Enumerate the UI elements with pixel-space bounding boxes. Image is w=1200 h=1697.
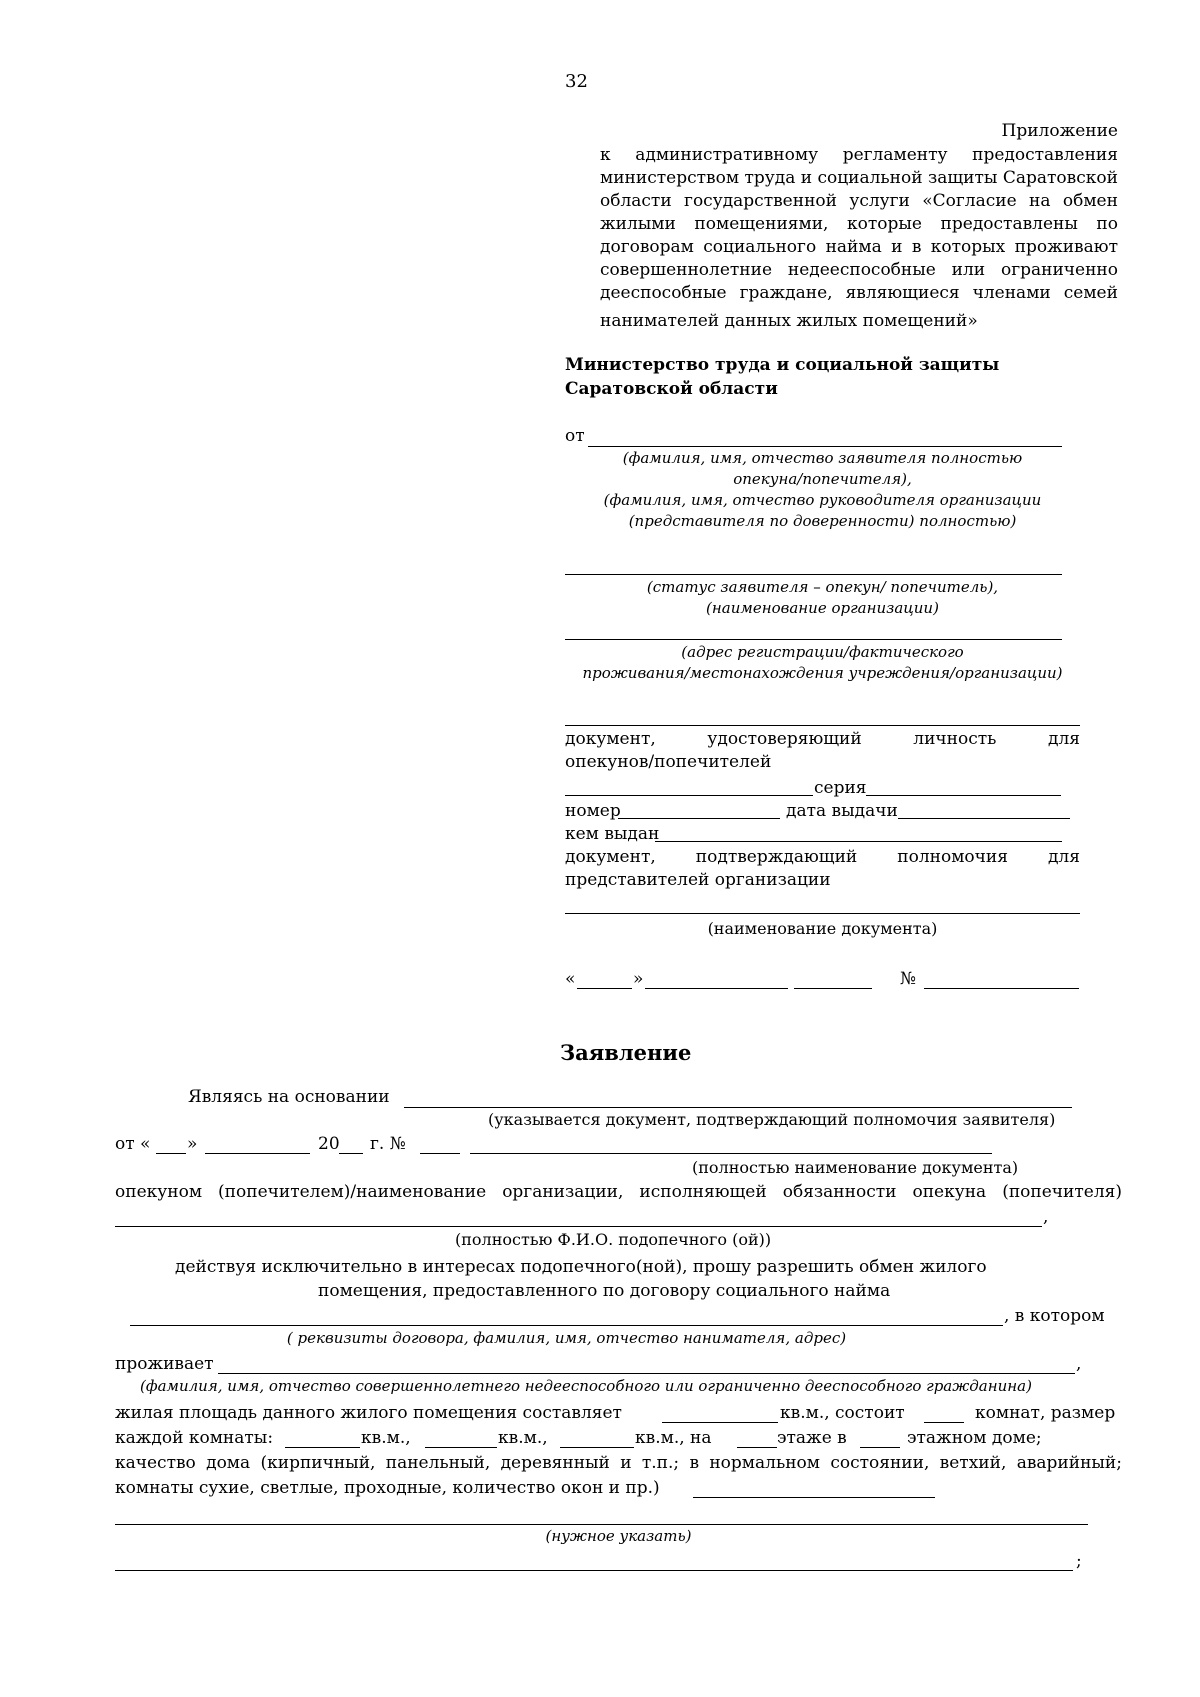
address-field[interactable]	[565, 639, 1062, 640]
applicant-status-field[interactable]	[565, 574, 1062, 575]
word: по	[1096, 214, 1118, 234]
word: социальной	[817, 168, 923, 188]
word: нормальном	[709, 1453, 820, 1473]
word: членами	[972, 283, 1051, 303]
auth-doc-line	[565, 849, 1080, 866]
issued-by-label: кем выдан	[565, 824, 660, 844]
word: личность	[913, 729, 997, 749]
addressee-line2: Саратовской области	[565, 379, 778, 399]
sqm-label-2: кв.м.,	[498, 1428, 548, 1448]
statement-month-field[interactable]	[205, 1153, 310, 1154]
word: проживают	[1014, 237, 1118, 257]
hint-status-2: (наименование организации)	[706, 599, 939, 617]
word: на	[1029, 191, 1051, 211]
sqm-label-1: кв.м.,	[361, 1428, 411, 1448]
request-line1: действуя исключительно в интересах подопечного(ной), прошу разрешить обмен жилого	[175, 1257, 987, 1277]
appendix-line	[600, 170, 1118, 187]
word: аварийный;	[1016, 1453, 1122, 1473]
word: жилыми	[600, 214, 676, 234]
issue-date-field[interactable]	[898, 818, 1070, 819]
request-line2: помещения, предоставленного по договору социального найма	[318, 1281, 891, 1301]
appendix-last-line: нанимателей данных жилых помещений»	[600, 311, 978, 331]
word: совершеннолетние	[600, 260, 773, 280]
hint-citizen: (фамилия, имя, отчество совершеннолетнего недееспособного или ограниченно дееспособного гражданина)	[140, 1377, 1032, 1395]
word: т.п.;	[641, 1453, 680, 1473]
quality-line	[115, 1455, 1122, 1472]
word: опекуна	[912, 1182, 987, 1202]
word: семей	[1063, 283, 1118, 303]
number-label: номер	[565, 801, 621, 821]
specify-field-1[interactable]	[115, 1524, 1088, 1525]
word: дома	[206, 1453, 251, 1473]
id-doc-top-field[interactable]	[565, 725, 1080, 726]
room3-field[interactable]	[560, 1447, 634, 1448]
statement-number-field[interactable]	[420, 1153, 460, 1154]
rooms-state-text: комнаты сухие, светлые, проходные, количество окон и пр.)	[115, 1478, 660, 1498]
statement-year-field[interactable]	[339, 1153, 363, 1154]
word: ограниченно	[1000, 260, 1118, 280]
floor-text-a: этаже в	[777, 1428, 847, 1448]
word: граждане,	[739, 283, 833, 303]
addressee-line1: Министерство труда и социальной защиты	[565, 355, 1000, 375]
word: труда	[744, 168, 796, 188]
word: социального	[703, 237, 817, 257]
statement-doc-name-field[interactable]	[470, 1153, 992, 1154]
word: (кирпичный,	[260, 1453, 376, 1473]
floors-total-field[interactable]	[860, 1447, 900, 1448]
applicant-name-field[interactable]	[588, 446, 1062, 447]
issued-by-field[interactable]	[655, 841, 1062, 842]
statement-title: Заявление	[560, 1040, 692, 1065]
year-prefix: 20	[318, 1134, 340, 1154]
room2-field[interactable]	[425, 1447, 497, 1448]
word: для	[1047, 847, 1080, 867]
series-label: серия	[814, 778, 867, 798]
contract-field[interactable]	[130, 1325, 1003, 1326]
word: являющиеся	[845, 283, 960, 303]
area-total-field[interactable]	[662, 1422, 778, 1423]
word: «Согласие	[922, 191, 1017, 211]
word: документ,	[565, 847, 656, 867]
word: которых	[930, 237, 1006, 257]
hint-applicant-2: опекуна/попечителя),	[733, 470, 912, 488]
word: и	[800, 168, 813, 188]
hint-full-doc: (полностью наименование документа)	[692, 1158, 1019, 1177]
word: и	[891, 237, 903, 257]
statement-day-field[interactable]	[156, 1153, 186, 1154]
word: услуги	[849, 191, 910, 211]
word: опекуном	[115, 1182, 203, 1202]
word: полномочия	[897, 847, 1008, 867]
word: состоянии,	[830, 1453, 930, 1473]
word: регламенту	[842, 145, 948, 165]
id-doc-name-field[interactable]	[565, 795, 813, 796]
hint-applicant-1: (фамилия, имя, отчество заявителя полностью	[622, 449, 1023, 467]
from-close-quote: »	[187, 1134, 198, 1154]
hint-address-2: проживания/местонахождения учреждения/организации)	[582, 664, 1063, 682]
hint-specify: (нужное указать)	[545, 1527, 692, 1545]
word: государственной	[684, 191, 837, 211]
word: найма	[825, 237, 882, 257]
date-open-quote: «	[565, 969, 576, 989]
word: которые	[847, 214, 922, 234]
word: панельный,	[385, 1453, 491, 1473]
word: договорам	[600, 237, 694, 257]
word: области	[600, 191, 672, 211]
in-which-label: , в котором	[1004, 1306, 1105, 1326]
appendix-line	[600, 239, 1118, 256]
hint-doc-name: (наименование документа)	[707, 919, 938, 938]
word: для	[1048, 729, 1080, 749]
room1-field[interactable]	[285, 1447, 360, 1448]
word: обязанности	[782, 1182, 897, 1202]
word: дееспособные	[600, 283, 727, 303]
rooms-count-field[interactable]	[924, 1422, 964, 1423]
area-text-c: комнат, размер	[975, 1403, 1116, 1423]
word: к	[600, 145, 611, 165]
auth-doc-line2: представителей организации	[565, 870, 831, 890]
area-text-a: жилая площадь данного жилого помещения составляет	[115, 1403, 622, 1423]
word: обмен	[1062, 191, 1118, 211]
guardian-line	[115, 1184, 1122, 1201]
appendix-line	[600, 285, 1118, 302]
final-semicolon: ;	[1076, 1551, 1082, 1571]
from-label: от	[565, 426, 585, 446]
page-number: 32	[565, 71, 588, 92]
word: деревянный	[500, 1453, 610, 1473]
appendix-title: Приложение	[1001, 121, 1118, 141]
hint-basis: (указывается документ, подтверждающий полномочия заявителя)	[488, 1110, 1056, 1129]
sqm-label-3: кв.м., на	[635, 1428, 712, 1448]
number-sign: №	[900, 969, 917, 989]
appendix-line	[600, 262, 1118, 279]
basis-field[interactable]	[404, 1107, 1072, 1108]
hint-address-1: (адрес регистрации/фактического	[681, 643, 964, 661]
ward-name-field[interactable]	[115, 1226, 1042, 1227]
word: подтверждающий	[695, 847, 858, 867]
word: или	[951, 260, 986, 280]
word: Саратовской	[1002, 168, 1118, 188]
number-field[interactable]	[618, 818, 780, 819]
date-month-field[interactable]	[645, 988, 788, 989]
id-doc-line2: опекунов/попечителей	[565, 752, 772, 772]
word: удостоверяющий	[707, 729, 862, 749]
word: предоставления	[972, 145, 1118, 165]
hint-ward: (полностью Ф.И.О. подопечного (ой))	[455, 1230, 772, 1249]
series-field[interactable]	[866, 795, 1061, 796]
reg-number-field[interactable]	[924, 988, 1079, 989]
lives-label: проживает	[115, 1354, 214, 1374]
word: предоставлены	[940, 214, 1078, 234]
from-date-label: от «	[115, 1134, 151, 1154]
area-text-b: кв.м., состоит	[780, 1403, 905, 1423]
rooms-label: каждой комнаты:	[115, 1428, 274, 1448]
word: недееспособные	[787, 260, 936, 280]
word: качество	[115, 1453, 196, 1473]
hint-contract: ( реквизиты договора, фамилия, имя, отчество нанимателя, адрес)	[286, 1329, 847, 1347]
resident-comma: ,	[1076, 1354, 1082, 1374]
hint-applicant-4: (представителя по доверенности) полностью)	[628, 512, 1017, 530]
floor-text-b: этажном доме;	[907, 1428, 1042, 1448]
appendix-line	[600, 147, 1118, 164]
word: помещениями,	[694, 214, 829, 234]
word: защиты	[927, 168, 998, 188]
word: (попечителя)	[1002, 1182, 1122, 1202]
word: (попечителем)/наименование	[218, 1182, 487, 1202]
word: ветхий,	[939, 1453, 1007, 1473]
issue-date-label: дата выдачи	[786, 801, 898, 821]
appendix-line	[600, 216, 1118, 233]
auth-doc-name-field[interactable]	[565, 913, 1080, 914]
word: организации,	[502, 1182, 624, 1202]
word: документ,	[565, 729, 656, 749]
year-suffix: г. №	[370, 1134, 406, 1154]
date-year-field[interactable]	[794, 988, 872, 989]
resident-name-field[interactable]	[218, 1373, 1075, 1374]
word: в	[689, 1453, 700, 1473]
rooms-state-field[interactable]	[693, 1497, 935, 1498]
word: в	[911, 237, 922, 257]
basis-label: Являясь на основании	[188, 1087, 390, 1107]
date-day-field[interactable]	[577, 988, 632, 989]
hint-status-1: (статус заявителя – опекун/ попечитель),	[646, 578, 999, 596]
specify-field-2[interactable]	[115, 1570, 1073, 1571]
floor-field[interactable]	[737, 1447, 777, 1448]
ward-comma: ,	[1043, 1207, 1049, 1227]
date-close-quote: »	[633, 969, 644, 989]
word: исполняющей	[639, 1182, 767, 1202]
word: административному	[635, 145, 819, 165]
word: и	[620, 1453, 632, 1473]
appendix-line	[600, 193, 1118, 210]
id-doc-line	[565, 731, 1080, 748]
word: министерством	[600, 168, 740, 188]
hint-applicant-3: (фамилия, имя, отчество руководителя организации	[603, 491, 1042, 509]
